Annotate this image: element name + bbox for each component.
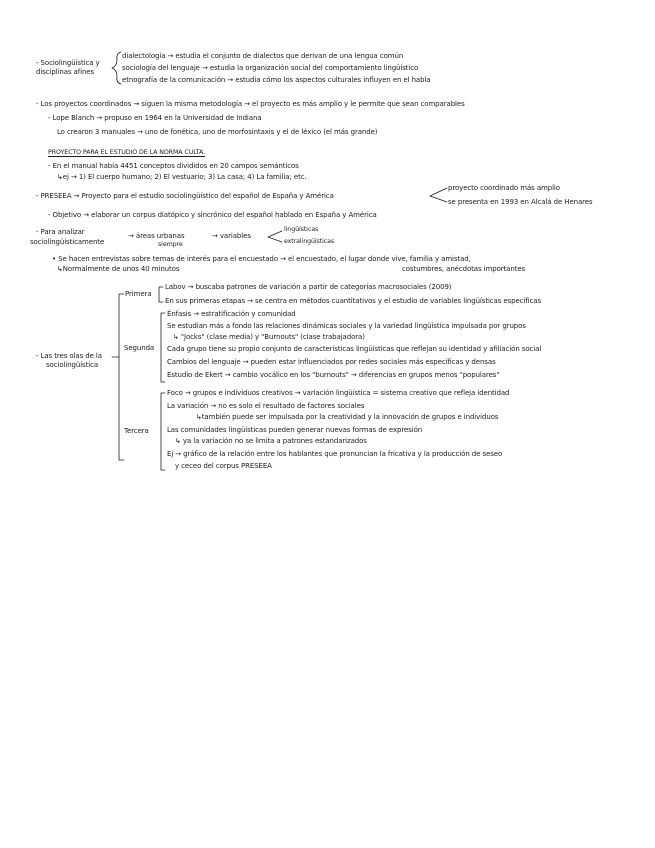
manual-line: - En el manual había 4451 conceptos divididos en 20 campos semánticos <box>48 162 299 170</box>
segunda-bracket <box>161 313 165 382</box>
primera-label: Primera <box>125 290 152 298</box>
topic-label: - Sociolingüística y <box>36 59 100 67</box>
duracion-line: ↳Normalmente de unos 40 minutos <box>57 265 180 273</box>
topic-label-2: disciplinas afines <box>36 68 95 76</box>
coordinated-line: - Los proyectos coordinados → siguen la misma metodología → el proyecto es más amplio y le permite que sean comparables <box>36 100 465 108</box>
variables-fork <box>268 231 282 242</box>
entrevistas-continuation: costumbres, anécdotas importantes <box>402 265 526 273</box>
norma-heading: PROYECTO PARA EL ESTUDIO DE LA NORMA CULTA. <box>48 149 206 156</box>
tercera-bracket <box>161 393 165 470</box>
preseea-line: - PRESEEA → Proyecto para el estudio sociolingüístico del español de España y América <box>36 192 334 200</box>
variable-extralinguisticas: extralingüísticas <box>284 238 335 245</box>
tercera-label: Tercera <box>124 427 149 435</box>
preseea-fork <box>430 188 447 202</box>
olas-main-bracket <box>112 294 124 460</box>
intro-brace <box>112 52 121 84</box>
segunda-line-1: Énfasis → estratificación y comunidad <box>167 310 296 318</box>
preseea-branch-1: proyecto coordinado más amplio <box>448 184 560 192</box>
branch-etnografia: etnografía de la comunicación → estudia cómo los aspectos culturales influyen en el habla <box>122 76 431 84</box>
lope-blanch-line: - Lope Blanch → propuso en 1964 en la Universidad de Indiana <box>48 114 262 122</box>
segunda-line-6: Estudio de Ekert → cambio vocálico en los "burnouts" → diferencias en grupos menos "populares" <box>167 371 500 379</box>
entrevistas-line: • Se hacen entrevistas sobre temas de interés para el encuestado → el encuestado, el lugar donde vive, familia y amistad, <box>52 255 471 263</box>
variables-label: → variables <box>212 232 251 240</box>
branch-sociologia: sociología del lenguaje → estudia la organización social del comportamiento lingüístico <box>122 64 419 72</box>
segunda-line-2: Se estudian más a fondo las relaciones dinámicas sociales y la variedad lingüística impulsada por grupos <box>167 322 526 330</box>
primera-bracket <box>159 287 163 302</box>
branch-dialectologia: dialectología → estudia el conjunto de dialectos que derivan de una lengua común <box>122 52 404 60</box>
olas-label-2: sociolingüística <box>46 361 99 369</box>
segunda-line-4: Cada grupo tiene su propio conjunto de características lingüísticas que reflejan su identidad y afiliación social <box>167 345 542 353</box>
variable-linguisticas: lingüísticas <box>284 226 319 233</box>
objetivo-line: - Objetivo → elaborar un corpus diatópico y sincrónico del español hablado en España y América <box>48 211 377 219</box>
segunda-line-5: Cambios del lenguaje → pueden estar influenciados por redes sociales más específicas y densas <box>167 358 496 366</box>
tercera-line-6: Ej → gráfico de la relación entre los hablantes que pronuncian la fricativa y la producción de seseo <box>167 450 503 458</box>
analizar-label: - Para analizar <box>36 228 85 236</box>
campos-example: ↳ej → 1) El cuerpo humano; 2) El vestuario; 3) La casa; 4) La familia; etc. <box>57 173 307 181</box>
primera-line-2: En sus primeras etapas → se centra en métodos cuantitativos y el estudio de variables lingüísticas específicas <box>165 297 542 305</box>
segunda-label: Segunda <box>124 344 155 352</box>
analizar-label-2: sociolingüísticamente <box>30 238 105 246</box>
tercera-line-3: ↳también puede ser impulsada por la creatividad y la innovación de grupos e individuos <box>196 413 499 421</box>
tercera-line-5: ↳ ya la variación no se limita a patrones estandarizados <box>175 437 367 445</box>
siempre-note: siempre <box>158 241 183 248</box>
tercera-line-1: Foco → grupos e individuos creativos → variación lingüística = sistema creativo que refleja identidad <box>167 389 510 397</box>
preseea-branch-2: se presenta en 1993 en Alcalá de Henares <box>448 198 593 206</box>
primera-line-1: Labov → buscaba patrones de variación a partir de categorías macrosociales (2009) <box>165 283 452 291</box>
manuales-line: Lo crearon 3 manuales → uno de fonética, uno de morfosintaxis y el de léxico (el más grande) <box>57 128 378 136</box>
areas-urbanas: → áreas urbanas <box>128 232 185 240</box>
tercera-line-4: Las comunidades lingüísticas pueden generar nuevas formas de expresión <box>167 426 423 434</box>
tercera-line-2: La variación → no es solo el resultado de factores sociales <box>167 402 365 410</box>
tercera-line-7: y ceceo del corpus PRESEEA <box>175 462 272 470</box>
olas-label: - Las tres olas de la <box>36 352 102 360</box>
segunda-line-3: ↳ "Jocks" (clase media) y "Burnouts" (clase trabajadora) <box>173 333 365 341</box>
